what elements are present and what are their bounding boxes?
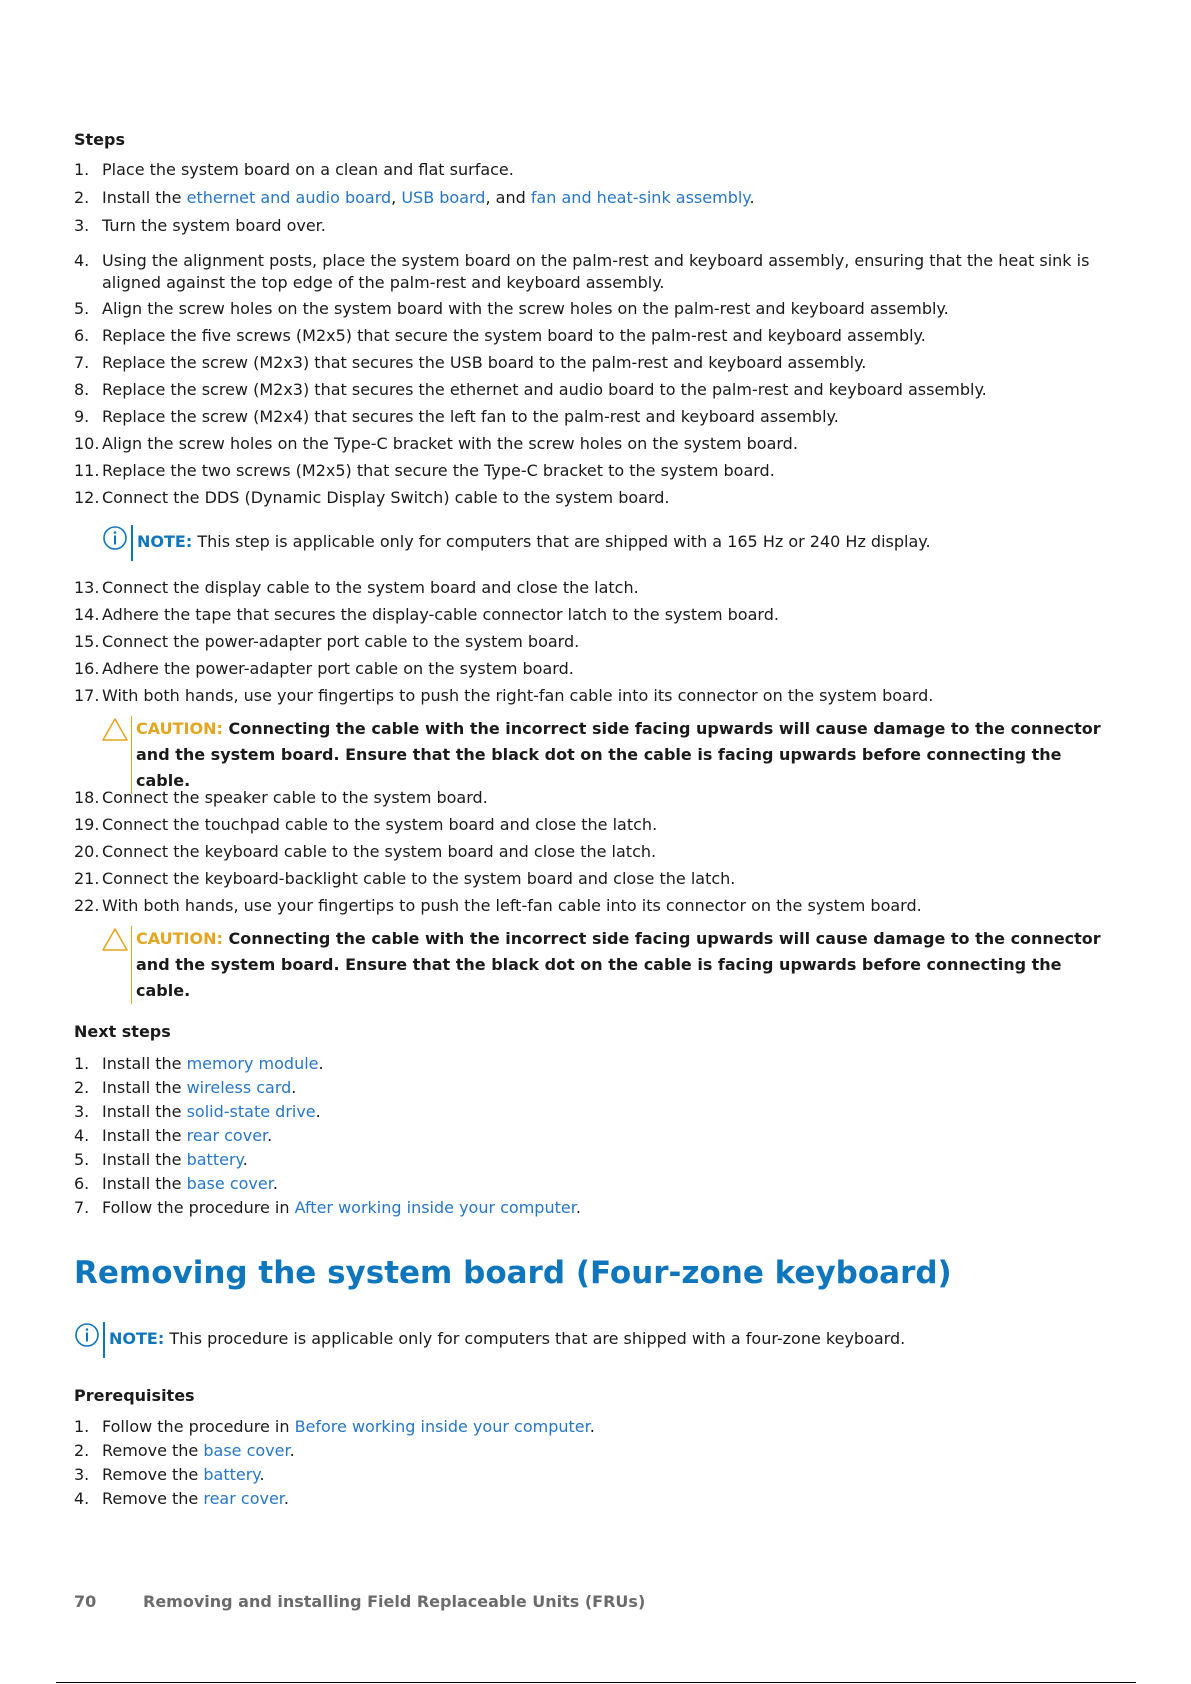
info-icon [102, 525, 128, 551]
list-item [74, 1101, 1114, 1123]
step-number: 13. [74, 578, 100, 597]
step-text: Install the [102, 1102, 187, 1121]
step-text: With both hands, use your fingertips to push the left-fan cable into its connector on the system board. [102, 896, 922, 915]
step-text: Install the [102, 1126, 187, 1145]
step-text: Align the screw holes on the system board with the screw holes on the palm-rest and keyboard assembly. [102, 299, 949, 318]
prerequisites-heading: Prerequisites [74, 1386, 195, 1405]
step-text: Replace the screw (M2x4) that secures the left fan to the palm-rest and keyboard assembly. [102, 407, 839, 426]
list-item [74, 577, 1114, 599]
link-before-working-inside[interactable]: Before working inside your computer [294, 1417, 590, 1436]
link-solid-state-drive[interactable]: solid-state drive [186, 1102, 316, 1121]
link-wireless-card[interactable]: wireless card [186, 1078, 292, 1097]
step-number: 3. [74, 1102, 90, 1121]
list-item [74, 487, 1114, 509]
next-steps-list [74, 1053, 1114, 1219]
step-number: 19. [74, 815, 100, 834]
caution-body: Connecting the cable with the incorrect side facing upwards will cause damage to the connector and the system board. Ensure that the black dot on the cable is facing upwards before connecting the cable. [136, 719, 1101, 790]
list-item [74, 604, 1114, 626]
step-text: Replace the screw (M2x3) that secures the ethernet and audio board to the palm-rest and keyboard assembly. [102, 380, 987, 399]
step-number: 10. [74, 434, 100, 453]
punctuation: . [272, 1174, 278, 1193]
step-number: 4. [74, 1489, 90, 1508]
caution-text [136, 716, 1112, 794]
step-number: 22. [74, 896, 100, 915]
step-text: Follow the procedure in [102, 1417, 295, 1436]
step-number: 18. [74, 788, 100, 807]
punctuation: . [315, 1102, 321, 1121]
link-rear-cover[interactable]: rear cover [203, 1489, 284, 1508]
list-item [74, 631, 1114, 653]
list-item [74, 1464, 1114, 1486]
link-battery[interactable]: battery [203, 1465, 260, 1484]
step-text: Turn the system board over. [102, 216, 326, 235]
step-number: 4. [74, 251, 90, 270]
step-text: Replace the five screws (M2x5) that secure the system board to the palm-rest and keyboard assembly. [102, 326, 926, 345]
list-item [74, 460, 1114, 482]
list-item [74, 352, 1114, 374]
list-item [74, 1197, 1114, 1219]
step-number: 2. [74, 1441, 90, 1460]
step-text: Remove the [102, 1441, 204, 1460]
note-four-zone [74, 1322, 905, 1358]
link-battery[interactable]: battery [186, 1150, 243, 1169]
list-item [74, 379, 1114, 401]
link-ethernet-audio-board[interactable]: ethernet and audio board [186, 188, 392, 207]
step-text: Install the [102, 1078, 187, 1097]
list-item [74, 841, 1114, 863]
punctuation: . [318, 1054, 324, 1073]
steps-list-c [74, 787, 1114, 917]
list-item [74, 1053, 1114, 1075]
list-item [74, 159, 1114, 181]
list-item [74, 814, 1114, 836]
step-number: 5. [74, 1150, 90, 1169]
step-text: Connect the touchpad cable to the system board and close the latch. [102, 815, 658, 834]
step-number: 9. [74, 407, 90, 426]
note-label: NOTE: [137, 532, 193, 551]
list-item [74, 658, 1114, 680]
step-text: Remove the [102, 1489, 204, 1508]
step-number: 4. [74, 1126, 90, 1145]
step-number: 8. [74, 380, 90, 399]
step-text: Connect the speaker cable to the system board. [102, 788, 488, 807]
step-number: 11. [74, 461, 100, 480]
step-number: 5. [74, 299, 90, 318]
footer-rule [56, 1682, 1136, 1683]
punctuation: . [289, 1441, 295, 1460]
step-text: Install the [102, 1150, 187, 1169]
step-text: Follow the procedure in [102, 1198, 295, 1217]
list-item [74, 1488, 1114, 1510]
step-number: 1. [74, 160, 90, 179]
step-number: 6. [74, 1174, 90, 1193]
steps-list-b [74, 577, 1114, 707]
link-memory-module[interactable]: memory module [186, 1054, 319, 1073]
step-number: 1. [74, 1054, 90, 1073]
link-base-cover[interactable]: base cover [203, 1441, 290, 1460]
list-item [74, 406, 1114, 428]
note-display [102, 525, 931, 561]
step-text: Connect the keyboard cable to the system board and close the latch. [102, 842, 657, 861]
punctuation: . [291, 1078, 297, 1097]
step-number: 16. [74, 659, 100, 678]
list-item [74, 685, 1114, 707]
step-number: 12. [74, 488, 100, 507]
list-item [74, 1416, 1114, 1438]
step-text: Connect the power-adapter port cable to the system board. [102, 632, 580, 651]
list-item [74, 1125, 1114, 1147]
footer-title: Removing and installing Field Replaceable Units (FRUs) [143, 1592, 646, 1611]
next-steps-heading: Next steps [74, 1022, 171, 1041]
step-text: Install the [102, 1174, 187, 1193]
punctuation: . [749, 188, 755, 207]
note-text [109, 1322, 905, 1352]
caution-text [136, 926, 1112, 1004]
step-text: Replace the two screws (M2x5) that secure the Type-C bracket to the system board. [102, 461, 775, 480]
step-text: Remove the [102, 1465, 204, 1484]
steps-list-a [74, 159, 1114, 509]
list-item [74, 325, 1114, 347]
step-number: 14. [74, 605, 100, 624]
step-text: Connect the keyboard-backlight cable to the system board and close the latch. [102, 869, 736, 888]
step-number: 6. [74, 326, 90, 345]
punctuation: . [242, 1150, 248, 1169]
step-number: 2. [74, 1078, 90, 1097]
link-usb-board[interactable]: USB board [401, 188, 486, 207]
step-text: Place the system board on a clean and flat surface. [102, 160, 514, 179]
note-body: This step is applicable only for computers that are shipped with a 165 Hz or 240 Hz display. [197, 532, 931, 551]
caution-label: CAUTION: [136, 929, 223, 948]
list-item [74, 298, 1114, 320]
caution-left-fan [102, 926, 1112, 1004]
caution-label: CAUTION: [136, 719, 223, 738]
caution-body: Connecting the cable with the incorrect side facing upwards will cause damage to the connector and the system board. Ensure that the black dot on the cable is facing upwards before connecting the cable. [136, 929, 1101, 1000]
step-number: 7. [74, 353, 90, 372]
step-text: Replace the screw (M2x3) that secures the USB board to the palm-rest and keyboard assembly. [102, 353, 867, 372]
step-text: Connect the DDS (Dynamic Display Switch) cable to the system board. [102, 488, 670, 507]
list-item [74, 1149, 1114, 1171]
list-item [74, 250, 1114, 294]
link-fan-heat-sink[interactable]: fan and heat-sink assembly [530, 188, 750, 207]
step-text: Align the screw holes on the Type-C bracket with the screw holes on the system board. [102, 434, 798, 453]
punctuation: . [259, 1465, 265, 1484]
link-rear-cover[interactable]: rear cover [186, 1126, 268, 1145]
list-item [74, 187, 1114, 209]
step-text: Adhere the tape that secures the display-cable connector latch to the system board. [102, 605, 779, 624]
steps-heading: Steps [74, 130, 125, 149]
caution-bar [131, 926, 132, 1004]
list-item [74, 787, 1114, 809]
punctuation: . [283, 1489, 289, 1508]
info-icon [74, 1322, 100, 1348]
link-after-working-inside[interactable]: After working inside your computer [294, 1198, 576, 1217]
punctuation: . [267, 1126, 273, 1145]
note-bar [103, 1322, 105, 1358]
prerequisites-list [74, 1416, 1114, 1510]
step-number: 15. [74, 632, 100, 651]
step-text: Install the [102, 1054, 187, 1073]
punctuation: . [575, 1198, 581, 1217]
link-base-cover[interactable]: base cover [186, 1174, 273, 1193]
caution-right-fan [102, 716, 1112, 794]
step-number: 3. [74, 216, 90, 235]
separator-text: , and [485, 188, 531, 207]
step-number: 17. [74, 686, 100, 705]
step-text: Using the alignment posts, place the system board on the palm-rest and keyboard assembly, ensuring that the heat sink is aligned against the top edge of the palm-rest and keyboard assembly. [102, 251, 1090, 292]
list-item [74, 1077, 1114, 1099]
list-item [74, 215, 1114, 237]
separator-text: , [391, 188, 402, 207]
step-text: Connect the display cable to the system board and close the latch. [102, 578, 639, 597]
list-item [74, 1173, 1114, 1195]
note-body: This procedure is applicable only for computers that are shipped with a four-zone keyboard. [169, 1329, 906, 1348]
page-number: 70 [74, 1592, 97, 1611]
note-text [137, 525, 931, 555]
list-item [74, 895, 1114, 917]
step-number: 7. [74, 1198, 90, 1217]
step-text: Install the [102, 188, 187, 207]
step-text: Adhere the power-adapter port cable on the system board. [102, 659, 574, 678]
note-label: NOTE: [109, 1329, 165, 1348]
step-number: 1. [74, 1417, 90, 1436]
step-number: 21. [74, 869, 100, 888]
note-bar [131, 525, 133, 561]
step-number: 20. [74, 842, 100, 861]
step-number: 3. [74, 1465, 90, 1484]
list-item [74, 1440, 1114, 1462]
warning-triangle-icon [102, 716, 128, 742]
list-item [74, 433, 1114, 455]
warning-triangle-icon [102, 926, 128, 952]
list-item [74, 868, 1114, 890]
page-footer [74, 1592, 646, 1611]
section-title: Removing the system board (Four-zone keyboard) [74, 1255, 952, 1291]
punctuation: . [589, 1417, 595, 1436]
step-text: With both hands, use your fingertips to push the right-fan cable into its connector on the system board. [102, 686, 934, 705]
caution-bar [131, 716, 132, 794]
step-number: 2. [74, 188, 90, 207]
